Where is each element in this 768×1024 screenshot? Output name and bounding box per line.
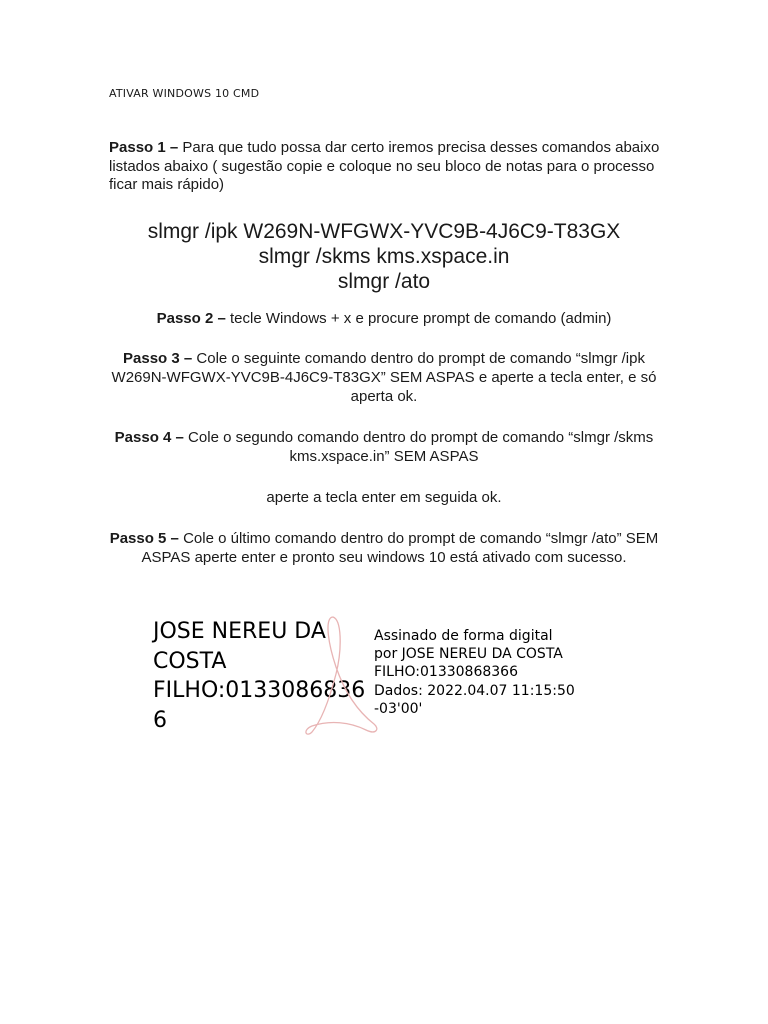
signature-detail-line: -03'00' — [374, 700, 423, 717]
step-4-label: Passo 4 – — [114, 429, 184, 446]
step-4-text: Cole o segundo comando dentro do prompt de comando “slmgr /skms kms.xspace.in” SEM ASPAS — [183, 429, 654, 465]
signature-detail-line: por JOSE NEREU DA COSTA — [374, 646, 563, 663]
command-skms: slmgr /skms kms.xspace.in — [258, 245, 510, 268]
signature-name-line: COSTA — [153, 648, 227, 674]
command-ato: slmgr /ato — [337, 270, 431, 293]
step-3-label: Passo 3 – — [123, 350, 193, 367]
step-2-paragraph — [100, 309, 668, 328]
command-ipk: slmgr /ipk W269N-WFGWX-YVC9B-4J6C9-T83GX — [147, 220, 621, 243]
step-4-paragraph — [100, 428, 668, 466]
signature-name-line: JOSE NEREU DA — [153, 619, 326, 644]
adobe-acrobat-logo-icon — [300, 612, 380, 747]
signature-detail-line: FILHO:01330868366 — [374, 664, 518, 681]
step-5-label: Passo 5 – — [109, 530, 179, 547]
command-list — [0, 219, 768, 294]
signature-detail-line: Dados: 2022.04.07 11:15:50 — [374, 682, 575, 699]
step-5-text: Cole o último comando dentro do prompt de comando “slmgr /ato” SEM ASPAS aperte enter e pronto seu windows 10 está ativado com sucesso. — [141, 530, 659, 566]
step-1-label: Passo 1 – — [109, 139, 179, 156]
step-1-paragraph — [109, 139, 669, 195]
step-5-paragraph — [100, 529, 668, 567]
step-2-text: tecle Windows + x e procure prompt de comando (admin) — [225, 310, 612, 327]
signature-name-line: 6 — [153, 707, 167, 733]
step-4-followup: aperte a tecla enter em seguida ok. — [266, 489, 502, 506]
signature-name-line: FILHO:0133086836 — [153, 678, 366, 703]
step-2-label: Passo 2 – — [156, 310, 226, 327]
step-1-text: Para que tudo possa dar certo iremos precisa desses comandos abaixo listados abaixo ( sugestão copie e coloque no seu bloco de notas para o processo ficar mais rápido) — [109, 139, 660, 193]
document-title: ATIVAR WINDOWS 10 CMD — [109, 87, 260, 100]
signature-detail-line: Assinado de forma digital — [374, 628, 553, 644]
step-3-text: Cole o seguinte comando dentro do prompt de comando “slmgr /ipk W269N-WFGWX-YVC9B-4J6C9-T83GX” SEM ASPAS e aperte a tecla enter, e só aperta ok. — [111, 350, 657, 405]
signature-details — [374, 627, 575, 718]
step-3-paragraph — [100, 349, 668, 406]
